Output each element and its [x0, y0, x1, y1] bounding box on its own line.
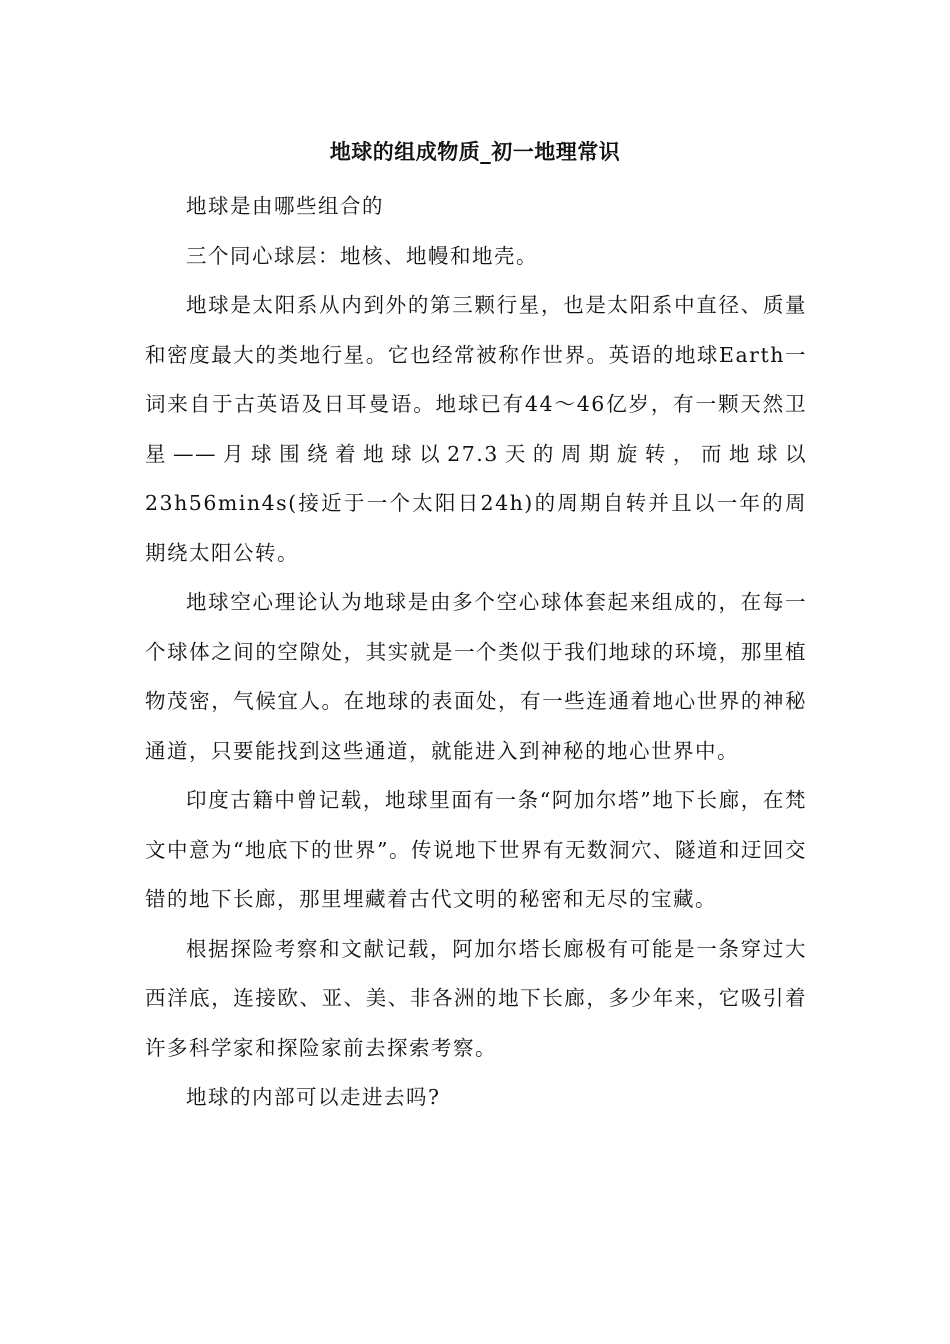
- paragraph-question-enter-earth: 地球的内部可以走进去吗?: [186, 1085, 441, 1109]
- paragraph-hollow-earth-theory: 地球空心理论认为地球是由多个空心球体套起来组成的，在每一个球体之间的空隙处，其实就是一个类似于我们地球的环境，那里植物茂密，气候宜人。在地球的表面处，有一些连通着地心世界的神秘通道，只要能找到这些通道，就能进入到神秘的地心世界中。: [145, 590, 807, 763]
- paragraph-agartha-exploration: 根据探险考察和文献记载，阿加尔塔长廊极有可能是一条穿过大西洋底，连接欧、亚、美、非各洲的地下长廊，多少年来，它吸引着许多科学家和探险家前去探索考察。: [145, 936, 807, 1060]
- document-body: [145, 182, 807, 1123]
- paragraph-earth-overview: 地球是太阳系从内到外的第三颗行星，也是太阳系中直径、质量和密度最大的类地行星。它也经常被称作世界。英语的地球Earth一词来自于古英语及日耳曼语。地球已有44～46亿岁，有一颗天然卫星——月球围绕着地球以27.3天的周期旋转，而地球以23h56min4s(接近于一个太阳日24h)的周期自转并且以一年的周期绕太阳公转。: [145, 293, 807, 565]
- paragraph-question-composition: 地球是由哪些组合的: [186, 194, 384, 218]
- paragraph-agartha-legend: 印度古籍中曾记载，地球里面有一条“阿加尔塔”地下长廊，在梵文中意为“地底下的世界”。传说地下世界有无数洞穴、隧道和迂回交错的地下长廊，那里埋藏着古代文明的秘密和无尽的宝藏。: [145, 788, 807, 911]
- paragraph-three-layers: 三个同心球层：地核、地幔和地壳。: [186, 243, 538, 268]
- document-title: 地球的组成物质_初一地理常识: [329, 140, 621, 164]
